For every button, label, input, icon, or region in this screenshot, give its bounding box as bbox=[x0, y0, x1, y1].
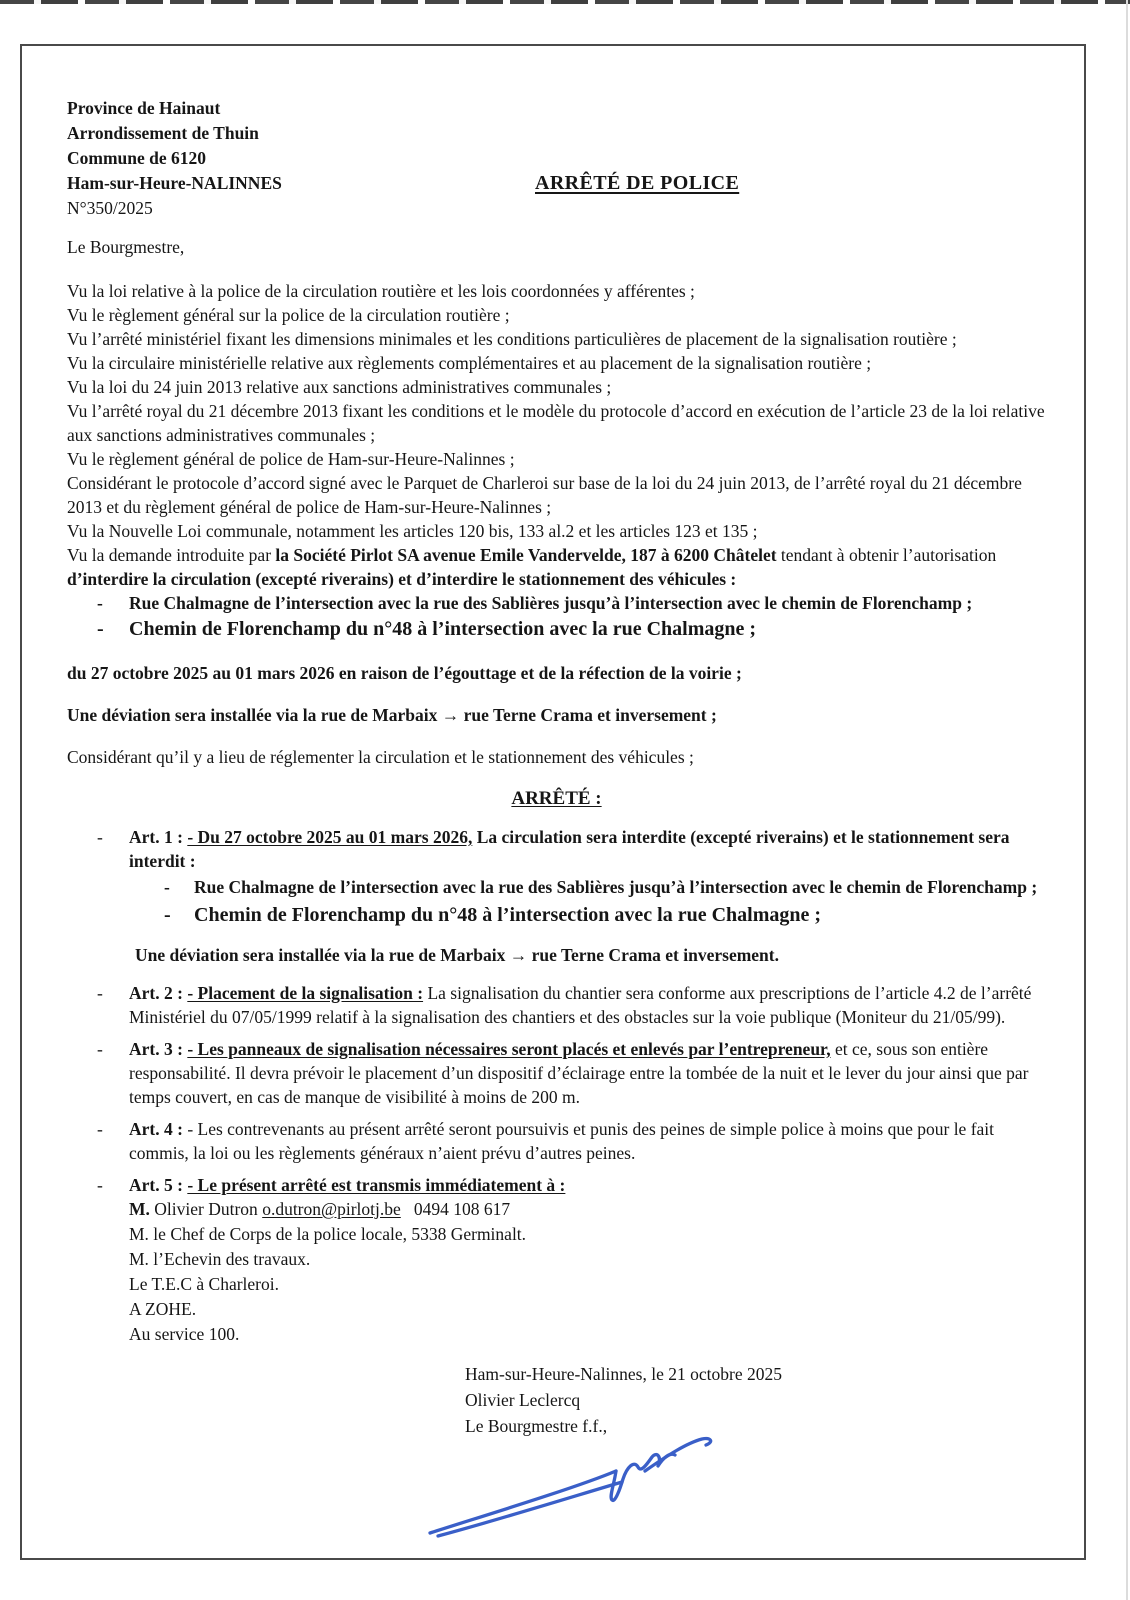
article-1-label: Art. 1 : bbox=[129, 826, 183, 847]
preamble-paragraph: Vu le règlement général sur la police de la circulation routière ; bbox=[67, 305, 510, 325]
dash-bullet: - bbox=[97, 1118, 103, 1139]
decree-heading bbox=[67, 787, 1046, 811]
article-4-text: - Les contrevenants au présent arrêté seront poursuivis et punis des peines de simple police à moins que pour le fait commis, la loi ou les règlements généraux n’aient prévu d’autres peines. bbox=[129, 1118, 995, 1163]
article-3-underlined: - Les panneaux de signalisation nécessaires seront placés et enlevés par l’entrepreneur, bbox=[187, 1038, 831, 1059]
dash-bullet: - bbox=[164, 903, 171, 926]
article-1 bbox=[97, 825, 1046, 967]
contact-name: Olivier Dutron bbox=[149, 1198, 263, 1219]
dash-bullet: - bbox=[97, 826, 103, 847]
request-bullet-2 bbox=[97, 615, 1046, 643]
article-3 bbox=[97, 1037, 1046, 1109]
dash-bullet: - bbox=[97, 982, 103, 1003]
request-bullet-1 bbox=[97, 591, 1046, 615]
preamble-paragraph: Vu la Nouvelle Loi communale, notamment les articles 120 bis, 133 al.2 et les articles 123 et 135 ; bbox=[67, 521, 758, 541]
decree-heading-text: ARRÊTÉ : bbox=[511, 787, 602, 809]
considering-paragraph: Considérant qu’il y a lieu de réglementer la circulation et le stationnement des véhicules ; bbox=[67, 747, 694, 767]
article-4 bbox=[97, 1117, 1046, 1165]
doc-title: ARRÊTÉ DE POLICE bbox=[535, 172, 740, 194]
signatory-name: Olivier Leclercq bbox=[465, 1389, 581, 1410]
letterhead-line-province: Province de Hainaut bbox=[67, 98, 221, 118]
signature-stroke-main bbox=[430, 1471, 622, 1536]
contact-email: o.dutron@pirlotj.be bbox=[262, 1198, 401, 1219]
preamble-paragraph: Vu l’arrêté royal du 21 décembre 2013 fixant les conditions et le modèle du protocole d’accord en exécution de l’article 23 de la loi relative aux sanctions administratives communales ; bbox=[67, 401, 1045, 445]
letterhead-line-commune: Commune de 6120 bbox=[67, 148, 207, 168]
signature-place-date: Ham-sur-Heure-Nalinnes, le 21 octobre 2025 bbox=[465, 1363, 782, 1384]
doc-reference: N°350/2025 bbox=[67, 198, 153, 218]
article-5-underlined: - Le présent arrêté est transmis immédiatement à : bbox=[187, 1174, 566, 1195]
preamble bbox=[67, 279, 1046, 591]
article-1-text: La circulation sera interdite (excepté riverains) et le stationnement sera interdit : bbox=[129, 826, 1010, 871]
article-5 bbox=[97, 1173, 1046, 1347]
request-mid: tendant à obtenir l’autorisation bbox=[776, 545, 997, 565]
letterhead-line-locality: Ham-sur-Heure-NALINNES bbox=[67, 173, 282, 193]
preamble-paragraph: Vu le règlement général de police de Ham-sur-Heure-Nalinnes ; bbox=[67, 449, 515, 469]
letterhead-line-arrondissement: Arrondissement de Thuin bbox=[67, 123, 259, 143]
contact-prefix: M. bbox=[129, 1198, 150, 1219]
article-4-label: Art. 4 : bbox=[129, 1118, 183, 1139]
articles-list bbox=[67, 825, 1046, 1347]
scan-edge-right-artifact bbox=[1126, 0, 1128, 1600]
document-content bbox=[22, 46, 1084, 1542]
deviation-paragraph: Une déviation sera installée via la rue de Marbaix → rue Terne Crama et inversement ; bbox=[67, 705, 717, 725]
article-2-underlined: - Placement de la signalisation : bbox=[187, 982, 424, 1003]
preamble-paragraph: Considérant le protocole d’accord signé avec le Parquet de Charleroi sur base de la loi du 24 juin 2013, de l’arrêté royal du 21 décembre 2013 et du règlement général de police de Ham-sur-Heure-Nalinnes ; bbox=[67, 473, 1022, 517]
article-1-bullet-text: Rue Chalmagne de l’intersection avec la rue des Sablières jusqu’à l’intersection avec le chemin de Florenchamp ; bbox=[194, 876, 1038, 897]
dash-bullet: - bbox=[97, 1038, 103, 1059]
period-paragraph: du 27 octobre 2025 au 01 mars 2026 en raison de l’égouttage et de la réfection de la voirie ; bbox=[67, 663, 742, 683]
recipient-contact-line bbox=[129, 1197, 1046, 1222]
request-object: d’interdire la circulation (excepté riverains) et d’interdire le stationnement des véhicules : bbox=[67, 569, 737, 589]
article-5-label: Art. 5 : bbox=[129, 1174, 183, 1195]
article-2 bbox=[97, 981, 1046, 1029]
handwritten-signature bbox=[423, 1427, 723, 1542]
article-2-text: La signalisation du chantier sera conforme aux prescriptions de l’article 4.2 de l’arrêté Ministériel du 07/05/1999 relatif à la signalisation des chantiers et des obstacles sur la voie publique (Moniteur du 21/05/99). bbox=[129, 982, 1032, 1027]
article-2-label: Art. 2 : bbox=[129, 982, 183, 1003]
request-bullet-text: Rue Chalmagne de l’intersection avec la rue des Sablières jusqu’à l’intersection avec le chemin de Florenchamp ; bbox=[129, 593, 973, 613]
dash-bullet: - bbox=[97, 1174, 103, 1195]
article-3-text: et ce, sous son entière responsabilité. Il devra prévoir le placement d’un dispositif d’éclairage entre la tombée de la nuit et le lever du jour ainsi que par temps couvert, en cas de manque de visibilité à moins de 200 m. bbox=[129, 1038, 1029, 1107]
recipient-line: M. l’Echevin des travaux. bbox=[129, 1248, 311, 1269]
signature-block bbox=[465, 1361, 1046, 1439]
preamble-paragraph: Vu la loi du 24 juin 2013 relative aux sanctions administratives communales ; bbox=[67, 377, 612, 397]
article-1-bullet-1 bbox=[164, 875, 1046, 899]
recipient-line: A ZOHE. bbox=[129, 1298, 197, 1319]
contact-phone-gap bbox=[401, 1199, 414, 1219]
recipient-line: M. le Chef de Corps de la police locale, 5338 Germinalt. bbox=[129, 1223, 527, 1244]
dash-bullet: - bbox=[97, 618, 104, 640]
dash-bullet: - bbox=[97, 593, 103, 613]
scan-edge-artifact bbox=[0, 0, 1130, 4]
contact-phone: 0494 108 617 bbox=[413, 1198, 511, 1219]
recipients-list bbox=[129, 1197, 1046, 1347]
document-frame bbox=[20, 44, 1086, 1560]
preamble-paragraph: Vu la circulaire ministérielle relative aux règlements complémentaires et au placement de la signalisation routière ; bbox=[67, 353, 872, 373]
recipient-line: Le T.E.C à Charleroi. bbox=[129, 1273, 279, 1294]
dash-bullet: - bbox=[164, 876, 170, 897]
salutation: Le Bourgmestre, bbox=[67, 237, 185, 257]
request-company: la Société Pirlot SA avenue Emile Vandervelde, 187 à 6200 Châtelet bbox=[275, 545, 777, 565]
preamble-paragraph: Vu l’arrêté ministériel fixant les dimensions minimales et les conditions particulières de placement de la signalisation routière ; bbox=[67, 329, 957, 349]
signatory-role: Le Bourgmestre f.f., bbox=[465, 1415, 608, 1436]
article-1-bullet-text: Chemin de Florenchamp du n°48 à l’intersection avec la rue Chalmagne ; bbox=[194, 903, 822, 926]
letterhead bbox=[67, 96, 1046, 221]
request-paragraph bbox=[67, 543, 1046, 591]
article-1-deviation-note: Une déviation sera installée via la rue de Marbaix → rue Terne Crama et inversement. bbox=[135, 944, 779, 965]
signature-stroke-letters bbox=[611, 1454, 675, 1500]
request-pre: Vu la demande introduite par bbox=[67, 545, 276, 565]
request-bullet-text: Chemin de Florenchamp du n°48 à l’intersection avec la rue Chalmagne ; bbox=[129, 618, 757, 640]
article-1-bullet-2 bbox=[164, 901, 1046, 929]
article-3-label: Art. 3 : bbox=[129, 1038, 183, 1059]
recipient-line: Au service 100. bbox=[129, 1323, 240, 1344]
preamble-paragraph: Vu la loi relative à la police de la circulation routière et les lois coordonnées y afférentes ; bbox=[67, 281, 695, 301]
article-1-underlined: - Du 27 octobre 2025 au 01 mars 2026, bbox=[187, 826, 473, 847]
